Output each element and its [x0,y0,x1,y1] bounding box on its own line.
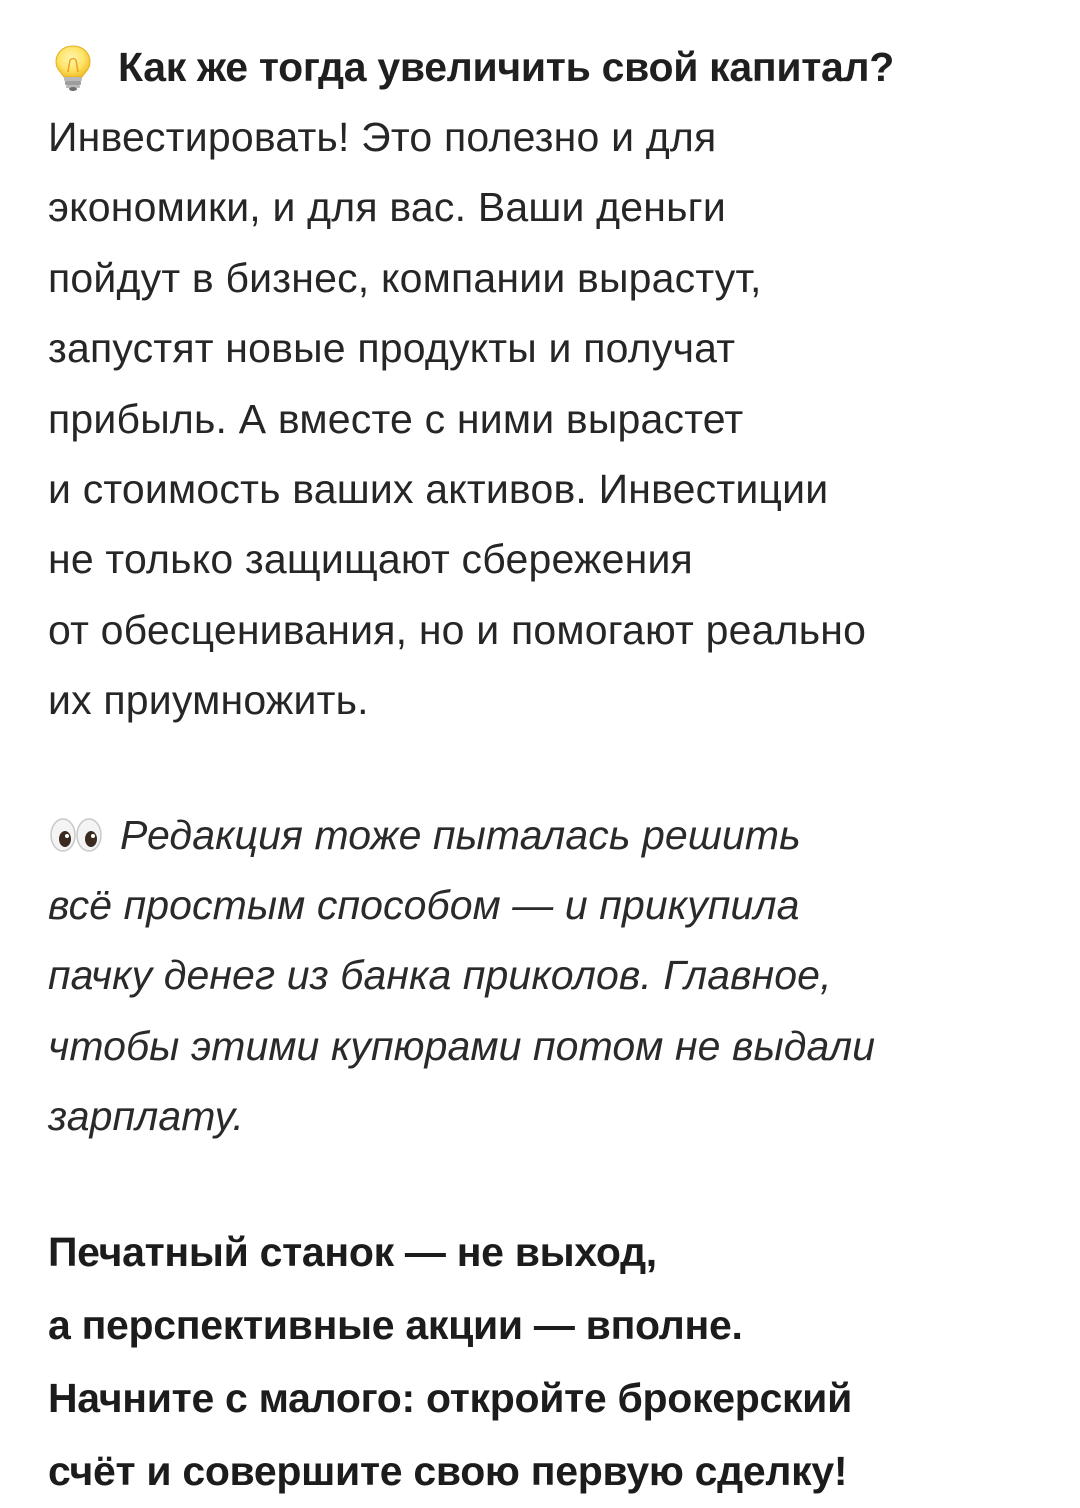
editor-note-first-line [48,800,1048,870]
call-to-action [48,1216,1048,1508]
paragraph-line: и стоимость ваших активов. Инвестиции [48,466,829,513]
paragraph-line: пойдут в бизнес, компании вырастут, [48,254,762,301]
eyes-icon [48,815,104,855]
lightbulb-icon [48,42,98,92]
paragraph-line: не только защищают сбережения [48,536,693,583]
editor-note-line: всё простым способом — и прикупила [48,882,800,929]
section-heading [48,32,1048,102]
cta-line: счёт и совершите свою первую сделку! [48,1447,848,1494]
editor-note-line: чтобы этими купюрами потом не выдали [48,1022,876,1069]
paragraph-line: запустят новые продукты и получат [48,325,736,372]
cta-line: Начните с малого: откройте брокерский [48,1374,852,1421]
paragraph-line: Инвестировать! Это полезно и для [48,114,717,160]
paragraph-line: от обесценивания, но и помогают реально [48,606,867,653]
editor-note [48,800,1048,1152]
paragraph-line: прибыль. А вместе с ними вырастет [48,395,744,442]
section-heading-text: Как же тогда увеличить свой капитал? [118,44,895,90]
editor-note-line: зарплату. [48,1093,244,1140]
article-content [48,32,1048,1508]
editor-note-line: пачку денег из банка приколов. Главное, [48,952,832,999]
main-paragraph [48,102,1048,736]
paragraph-line: экономики, и для вас. Ваши деньги [48,184,726,231]
editor-note-line: Редакция тоже пыталась решить [120,811,801,858]
cta-line: Печатный станок — не выход, [48,1228,657,1275]
cta-line: а перспективные акции — вполне. [48,1301,743,1348]
paragraph-line: их приумножить. [48,677,369,724]
